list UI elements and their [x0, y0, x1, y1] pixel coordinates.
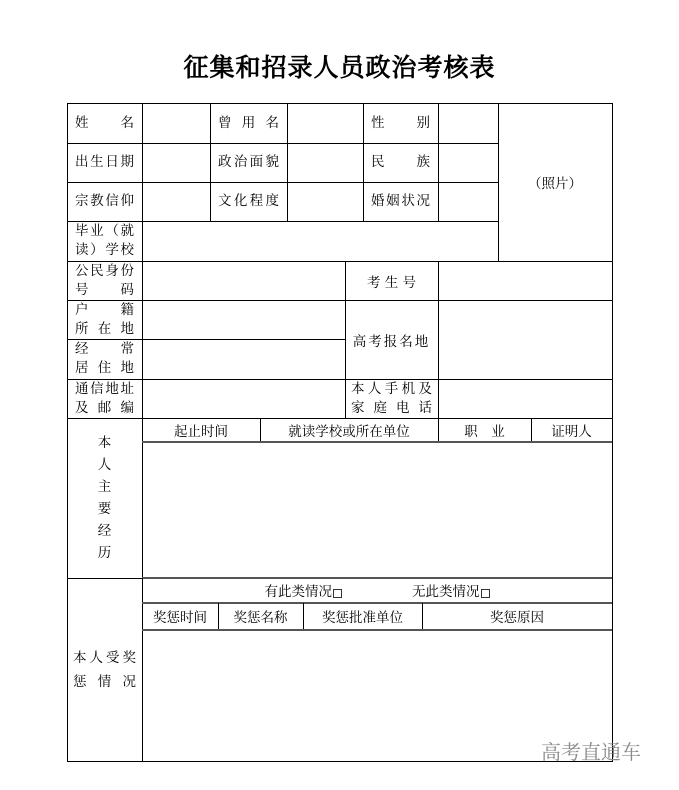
label-ethnicity: [363, 143, 439, 183]
school-field[interactable]: [142, 221, 499, 262]
label-text: 本人受奖: [73, 649, 136, 666]
label-address: [67, 379, 143, 419]
header-text: 奖惩时间: [153, 610, 207, 626]
label-text: 文化程度: [218, 193, 279, 209]
label-text: 惩情况: [73, 673, 136, 690]
exam-place-field[interactable]: [438, 300, 613, 380]
label-text: 居住地: [75, 360, 134, 376]
watermark: 高考直通车: [541, 740, 641, 764]
hukou-field[interactable]: [142, 300, 346, 340]
id-number-field[interactable]: [142, 261, 346, 301]
label-marital-status: [363, 182, 439, 222]
label-text: 考 生 号: [366, 274, 417, 291]
label-text: 毕业（就: [75, 223, 134, 239]
label-text: 宗教信仰: [75, 193, 134, 209]
label-education: [210, 182, 288, 222]
label-hukou: [67, 300, 143, 340]
label-text: 公民身份: [75, 262, 134, 279]
religion-field[interactable]: [142, 182, 211, 222]
label-religion: [67, 182, 143, 222]
label-text: 家庭电话: [351, 399, 432, 416]
label-text: 民族: [371, 154, 430, 170]
header-text: 奖惩原因: [490, 610, 544, 626]
label-text: 出生日期: [75, 154, 134, 170]
education-field[interactable]: [287, 182, 364, 222]
gender-field[interactable]: [438, 103, 499, 144]
no-case-option[interactable]: [412, 580, 490, 600]
label-text: 姓名: [75, 114, 134, 131]
label-birth-date: [67, 143, 143, 183]
experience-body[interactable]: [142, 442, 613, 579]
label-text: 高考报名地: [352, 333, 431, 350]
label-awards: [67, 578, 143, 762]
label-char: 要: [97, 501, 112, 517]
label-exam-place: [345, 300, 439, 380]
label-id-number: [67, 261, 143, 301]
header-witness: [531, 418, 613, 443]
label-text: 性别: [371, 114, 430, 131]
name-field[interactable]: [142, 103, 211, 144]
label-text: 经常: [75, 341, 134, 357]
header-text: 奖惩名称: [233, 610, 288, 626]
header-award-name: [218, 603, 304, 631]
has-case-option[interactable]: [265, 580, 343, 600]
residence-field[interactable]: [142, 339, 346, 380]
award-case-row: [142, 578, 613, 604]
label-text: 政治面貌: [218, 154, 279, 170]
ethnicity-field[interactable]: [438, 143, 499, 183]
header-school-unit: [260, 418, 439, 443]
label-school: [67, 221, 143, 262]
photo-box[interactable]: [498, 103, 613, 262]
political-status-field[interactable]: [287, 143, 364, 183]
birth-date-field[interactable]: [142, 143, 211, 183]
header-text: 职 业: [464, 423, 505, 440]
has-case-label: 有此类情况: [264, 584, 332, 600]
header-text: 就读学校或所在单位: [288, 423, 410, 440]
header-occupation: [438, 418, 532, 443]
label-text: 通信地址: [75, 380, 134, 397]
label-political-status: [210, 143, 288, 183]
label-experience: [67, 418, 143, 579]
label-former-name: [210, 103, 288, 144]
label-name: [67, 103, 143, 144]
former-name-field[interactable]: [287, 103, 364, 144]
address-field[interactable]: [142, 379, 346, 419]
label-text: 读）学校: [75, 242, 134, 258]
label-char: 本: [97, 435, 112, 451]
label-char: 人: [97, 457, 112, 473]
header-award-time: [142, 603, 219, 631]
header-period: [142, 418, 261, 443]
exam-number-field[interactable]: [438, 261, 613, 301]
header-award-unit: [303, 603, 423, 631]
form-title: 征集和招录人员政治考核表: [183, 53, 496, 82]
label-text: 曾用名: [218, 114, 279, 131]
label-text: 户籍: [75, 301, 134, 318]
photo-label: （照片）: [528, 176, 582, 192]
label-phone: [345, 379, 439, 419]
label-text: 婚姻状况: [371, 193, 430, 209]
label-gender: [363, 103, 439, 144]
no-case-label: 无此类情况: [412, 584, 480, 600]
label-char: 经: [97, 523, 112, 539]
header-text: 起止时间: [174, 423, 228, 440]
no-case-checkbox[interactable]: [481, 589, 490, 598]
has-case-checkbox[interactable]: [333, 589, 342, 598]
header-award-reason: [422, 603, 613, 631]
label-exam-number: [345, 261, 439, 301]
label-char: 历: [97, 545, 112, 561]
header-text: 证明人: [551, 423, 592, 440]
label-text: 号码: [75, 281, 134, 298]
label-residence: [67, 339, 143, 380]
label-text: 所在地: [75, 320, 134, 337]
label-char: 主: [97, 479, 112, 495]
label-text: 及邮编: [75, 399, 134, 416]
phone-field[interactable]: [438, 379, 613, 419]
label-text: 本人手机及: [351, 380, 432, 397]
header-text: 奖惩批准单位: [322, 610, 403, 626]
marital-status-field[interactable]: [438, 182, 499, 222]
